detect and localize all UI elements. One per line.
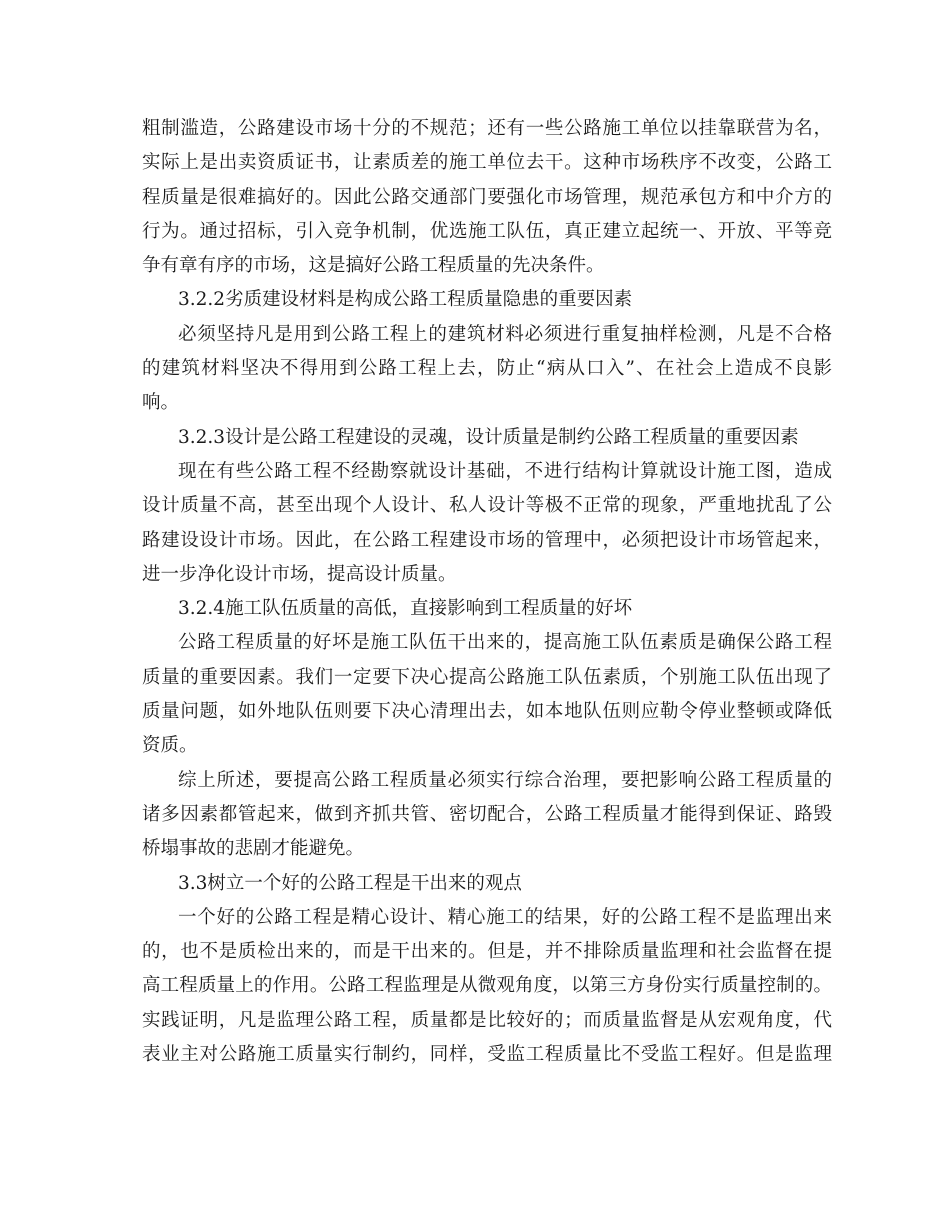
text-line: 综上所述，要提高公路工程质量必须实行综合治理，要把影响公路工程质量的 — [178, 769, 832, 791]
text-line: 质量的重要因素。我们一定要下决心提高公路施工队伍素质，个别施工队伍出现了 — [142, 666, 832, 688]
text-line: 现在有些公路工程不经勘察就设计基础，不进行结构计算就设计施工图，造成 — [178, 460, 832, 482]
text-line: 资质。 — [142, 735, 198, 757]
document-body — [142, 112, 832, 1072]
text-line: 必须坚持凡是用到公路工程上的建筑材料必须进行重复抽样检测，凡是不合格 — [178, 323, 832, 345]
text-line: 3.3树立一个好的公路工程是干出来的观点 — [178, 872, 522, 894]
text-line: 公路工程质量的好坏是施工队伍干出来的，提高施工队伍素质是确保公路工程 — [178, 632, 832, 654]
text-line: 程质量是很难搞好的。因此公路交通部门要强化市场管理，规范承包方和中介方的 — [142, 186, 832, 208]
text-line: 实际上是出卖资质证书，让素质差的施工单位去干。这种市场秩序不改变，公路工 — [142, 152, 832, 174]
text-line: 3.2.2劣质建设材料是构成公路工程质量隐患的重要因素 — [178, 289, 633, 311]
text-line: 3.2.3设计是公路工程建设的灵魂，设计质量是制约公路工程质量的重要因素 — [178, 426, 799, 448]
text-line: 一个好的公路工程是精心设计、精心施工的结果，好的公路工程不是监理出来 — [178, 906, 832, 928]
text-line: 桥塌事故的悲剧才能避免。 — [142, 838, 365, 860]
text-line: 设计质量不高，甚至出现个人设计、私人设计等极不正常的现象，严重地扰乱了公 — [142, 495, 832, 517]
text-line: 路建设设计市场。因此，在公路工程建设市场的管理中，必须把设计市场管起来， — [142, 529, 832, 551]
text-line: 质量问题，如外地队伍则要下决心清理出去，如本地队伍则应勒令停业整顿或降低 — [142, 701, 832, 723]
text-line: 表业主对公路施工质量实行制约，同样，受监工程质量比不受监工程好。但是监理 — [142, 1044, 832, 1066]
text-line: 响。 — [142, 392, 180, 414]
text-line: 高工程质量上的作用。公路工程监理是从微观角度，以第三方身份实行质量控制的。 — [142, 975, 832, 997]
text-line: 进一步净化设计市场，提高设计质量。 — [142, 563, 457, 585]
text-line: 的，也不是质检出来的，而是干出来的。但是，并不排除质量监理和社会监督在提 — [142, 941, 832, 963]
text-line: 的建筑材料坚决不得用到公路工程上去，防止“病从口入”、在社会上造成不良影 — [142, 358, 832, 380]
text-line: 实践证明，凡是监理公路工程，质量都是比较好的；而质量监督是从宏观角度，代 — [142, 1009, 832, 1031]
text-line: 诸多因素都管起来，做到齐抓共管、密切配合，公路工程质量才能得到保证、路毁 — [142, 803, 832, 825]
text-line: 行为。通过招标，引入竞争机制，优选施工队伍，真正建立起统一、开放、平等竞 — [142, 220, 832, 242]
text-line: 3.2.4施工队伍质量的高低，直接影响到工程质量的好坏 — [178, 598, 633, 620]
text-line: 争有章有序的市场，这是搞好公路工程质量的先决条件。 — [142, 255, 605, 277]
text-line: 粗制滥造，公路建设市场十分的不规范；还有一些公路施工单位以挂靠联营为名， — [142, 118, 832, 139]
